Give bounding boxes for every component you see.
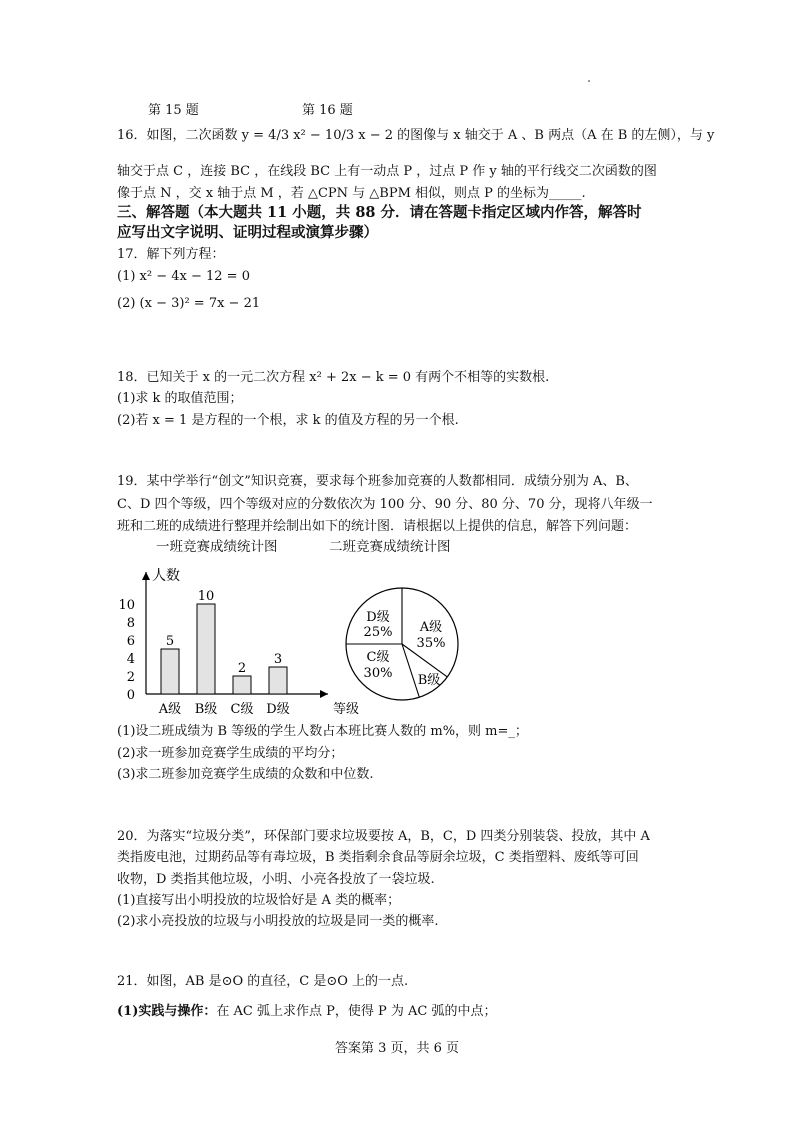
- pie-label-D级: D级: [366, 610, 390, 625]
- y-axis-label: 人数: [152, 568, 180, 584]
- class1-bar-chart: [118, 567, 359, 717]
- pie-label-C级: C级: [366, 650, 390, 665]
- y-tick-label: 0: [126, 688, 135, 703]
- bar-value-label: 3: [273, 652, 283, 667]
- q21-stem: 21．如图，AB 是⊙O 的直径，C 是⊙O 上的一点.: [117, 974, 409, 989]
- bar-value-label: 5: [165, 634, 175, 649]
- pie-label-A级: A级: [419, 620, 443, 635]
- chart1-title: 一班竞赛成绩统计图: [156, 539, 278, 555]
- q17-part2: (2) (x − 3)² = 7x − 21: [117, 296, 261, 311]
- q19-line2: C、D 四个等级，四个等级对应的分数依次为 100 分、90 分、80 分、70 分，现将八年级一: [117, 497, 653, 512]
- q19-part3: (3)求二班参加竞赛学生成绩的众数和中位数.: [117, 767, 374, 782]
- y-tick-label: 8: [126, 616, 135, 631]
- q20-line1: 20．为落实“垃圾分类”，环保部门要求垃圾要按 A，B，C，D 四类分别装袋、投放，其中 A: [117, 829, 650, 844]
- q18-stem: 18．已知关于 x 的一元二次方程 x² + 2x − k = 0 有两个不相等的实数根.: [117, 370, 550, 385]
- q16-line1: 16．如图，二次函数 y = 4/3 x² − 10/3 x − 2 的图像与 x 轴交于 A 、B 两点（A 在 B 的左侧），与 y: [117, 128, 715, 143]
- chart2-title: 二班竞赛成绩统计图: [329, 539, 451, 555]
- y-tick-label: 10: [118, 598, 135, 613]
- q16-line3: 像于点 N ，交 x 轴于点 M ，若 △CPN 与 △BPM 相似，则点 P 的坐标为_____.: [117, 186, 586, 201]
- q17-stem: 17．解下列方程：: [117, 247, 225, 262]
- q19-part1: (1)设二班成绩为 B 等级的学生人数占本班比赛人数的 m%，则 m=_；: [117, 724, 528, 739]
- figure-15-label: 第 15 题: [148, 103, 199, 118]
- q21-part1-label: (1)实践与操作：: [117, 1004, 217, 1019]
- bar-C级: [233, 676, 251, 694]
- bar-A级: [161, 649, 179, 694]
- section3-heading-line2: 应写出文字说明、证明过程或演算步骤）: [117, 224, 378, 241]
- bar-value-label: 10: [197, 589, 215, 604]
- q16-line2: 轴交于点 C ，连接 BC ，在线段 BC 上有一动点 P ，过点 P 作 y 轴的平行线交二次函数的图: [117, 164, 657, 179]
- q18-part1: (1)求 k 的取值范围；: [117, 391, 243, 406]
- bar-value-label: 2: [237, 661, 247, 676]
- y-tick-label: 4: [126, 652, 135, 667]
- q20-line3: 收物，D 类指其他垃圾，小明、小亮各投放了一袋垃圾.: [117, 872, 435, 887]
- q21-part1-text: 在 AC 弧上求作点 P，使得 P 为 AC 弧的中点；: [216, 1004, 497, 1019]
- q21-part1: [117, 1003, 496, 1021]
- x-tick-label: D级: [266, 702, 290, 717]
- y-tick-label: 2: [126, 670, 135, 685]
- pie-label-B级: B级: [417, 673, 441, 688]
- y-axis-arrow: [142, 572, 150, 580]
- q20-part2: (2)求小亮投放的垃圾与小明投放的垃圾是同一类的概率.: [117, 914, 439, 929]
- x-tick-label: B级: [194, 702, 218, 717]
- q20-part1: (1)直接写出小明投放的垃圾恰好是 A 类的概率；: [117, 893, 401, 908]
- class2-pie-chart: [346, 588, 458, 700]
- x-axis-arrow: [320, 690, 328, 698]
- bar-D级: [269, 667, 287, 694]
- x-tick-label: A级: [158, 702, 182, 717]
- page-footer: 答案第 3 页，共 6 页: [334, 1041, 460, 1056]
- section3-heading-line1: 三、解答题（本大题共 11 小题，共 88 分．请在答题卡指定区域内作答，解答时: [117, 204, 642, 221]
- x-tick-label: C级: [230, 702, 254, 717]
- bar-B级: [197, 604, 215, 694]
- figure-16-label: 第 16 题: [302, 103, 353, 118]
- pie-percent-A级: 35%: [416, 636, 446, 651]
- q17-part1: (1) x² − 4x − 12 = 0: [117, 269, 250, 284]
- pie-percent-D级: 25%: [363, 625, 393, 640]
- y-tick-label: 6: [126, 634, 135, 649]
- q20-line2: 类指废电池，过期药品等有毒垃圾，B 类指剩余食品等厨余垃圾，C 类指塑料、废纸等可回: [117, 850, 639, 865]
- pie-percent-C级: 30%: [363, 666, 393, 681]
- q19-part2: (2)求一班参加竞赛学生成绩的平均分；: [117, 746, 344, 761]
- q19-line3: 班和二班的成绩进行整理并绘制出如下的统计图．请根据以上提供的信息，解答下列问题：: [117, 519, 638, 534]
- q18-part2: (2)若 x = 1 是方程的一个根，求 k 的值及方程的另一个根.: [117, 413, 459, 428]
- x-axis-label: 等级: [333, 702, 360, 717]
- q19-line1: 19．某中学举行“创文”知识竞赛，要求每个班参加竞赛的人数都相同．成绩分别为 A、B、: [117, 474, 638, 489]
